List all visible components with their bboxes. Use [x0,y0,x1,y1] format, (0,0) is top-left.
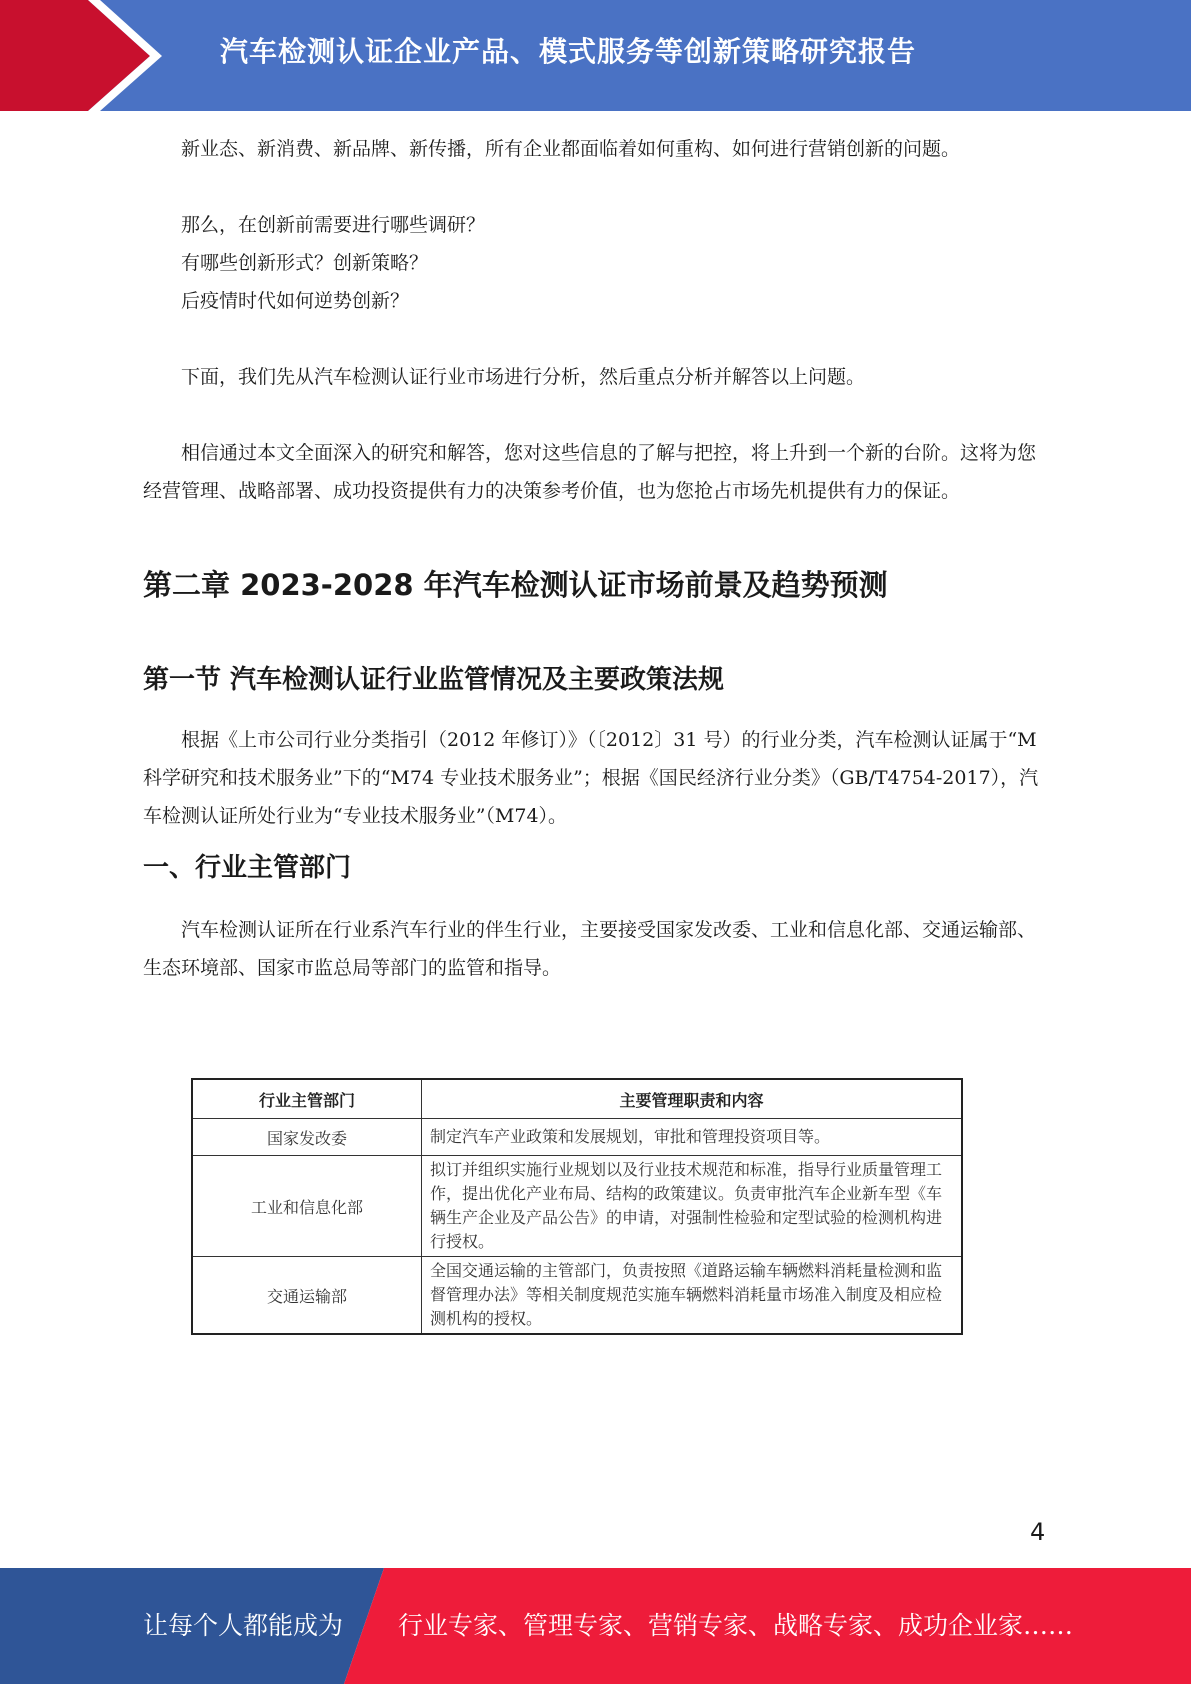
table-header-row [192,1079,962,1119]
question-1: 那么，在创新前需要进行哪些调研？ [181,214,486,236]
section-title: 第一节 汽车检测认证行业监管情况及主要政策法规 [143,665,725,695]
footer-slogan-left: 让每个人都能成为 [143,1611,344,1640]
table-cell-duty: 制定汽车产业政策和发展规划，审批和管理投资项目等。 [422,1119,963,1156]
table-row [192,1156,962,1257]
table-row [192,1119,962,1156]
page-number: 4 [1030,1518,1046,1546]
footer-slogan-right: 行业专家、管理专家、营销专家、战略专家、成功企业家…… [398,1611,1074,1640]
report-title: 汽车检测认证企业产品、模式服务等创新策略研究报告 [220,35,917,68]
table-row [192,1257,962,1335]
regulator-table-wrap [191,1078,963,1335]
intro-paragraph: 新业态、新消费、新品牌、新传播，所有企业都面临着如何重构、如何进行营销创新的问题。 [181,138,961,160]
table-cell-dept: 交通运输部 [192,1257,422,1335]
analysis-paragraph: 下面，我们先从汽车检测认证行业市场进行分析，然后重点分析并解答以上问题。 [181,366,866,388]
table-cell-dept: 国家发改委 [192,1119,422,1156]
regulator-table [191,1078,963,1335]
header-banner [0,0,1191,111]
table-cell-dept: 工业和信息化部 [192,1156,422,1257]
footer-banner [0,1568,1191,1684]
subsection-title: 一、行业主管部门 [143,853,352,883]
regulator-paragraph: 汽车检测认证所在行业系汽车行业的伴生行业，主要接受国家发改委、工业和信息化部、交通运输部、生态环境部、国家市监总局等部门的监管和指导。 [143,919,1037,979]
question-2: 有哪些创新形式？创新策略？ [181,252,429,274]
main-content [143,130,1048,987]
table-header-dept: 行业主管部门 [192,1079,422,1119]
table-cell-duty: 全国交通运输的主管部门，负责按照《道路运输车辆燃料消耗量检测和监督管理办法》等相关制度规范实施车辆燃料消耗量市场准入制度及相应检测机构的授权。 [422,1257,963,1335]
table-header-duty: 主要管理职责和内容 [422,1079,963,1119]
chapter-title: 第二章 2023-2028 年汽车检测认证市场前景及趋势预测 [143,568,888,602]
value-paragraph: 相信通过本文全面深入的研究和解答，您对这些信息的了解与把控，将上升到一个新的台阶。这将为您经营管理、战略部署、成功投资提供有力的决策参考价值，也为您抢占市场先机提供有力的保证。 [143,442,1037,502]
question-3: 后疫情时代如何逆势创新？ [181,290,410,312]
table-cell-duty: 拟订并组织实施行业规划以及行业技术规范和标准，指导行业质量管理工作，提出优化产业布局、结构的政策建议。负责审批汽车企业新车型《车辆生产企业及产品公告》的申请，对强制性检验和定型试验的检测机构进行授权。 [422,1156,963,1257]
classification-paragraph: 根据《上市公司行业分类指引（2012 年修订）》（〔2012〕31 号）的行业分类，汽车检测认证属于“M 科学研究和技术服务业”下的“M74 专业技术服务业”；根据《国民经济行业分类》（GB/T4754-2017），汽车检测认证所处行业为“专业技术服务业”（M74）。 [143,729,1039,827]
